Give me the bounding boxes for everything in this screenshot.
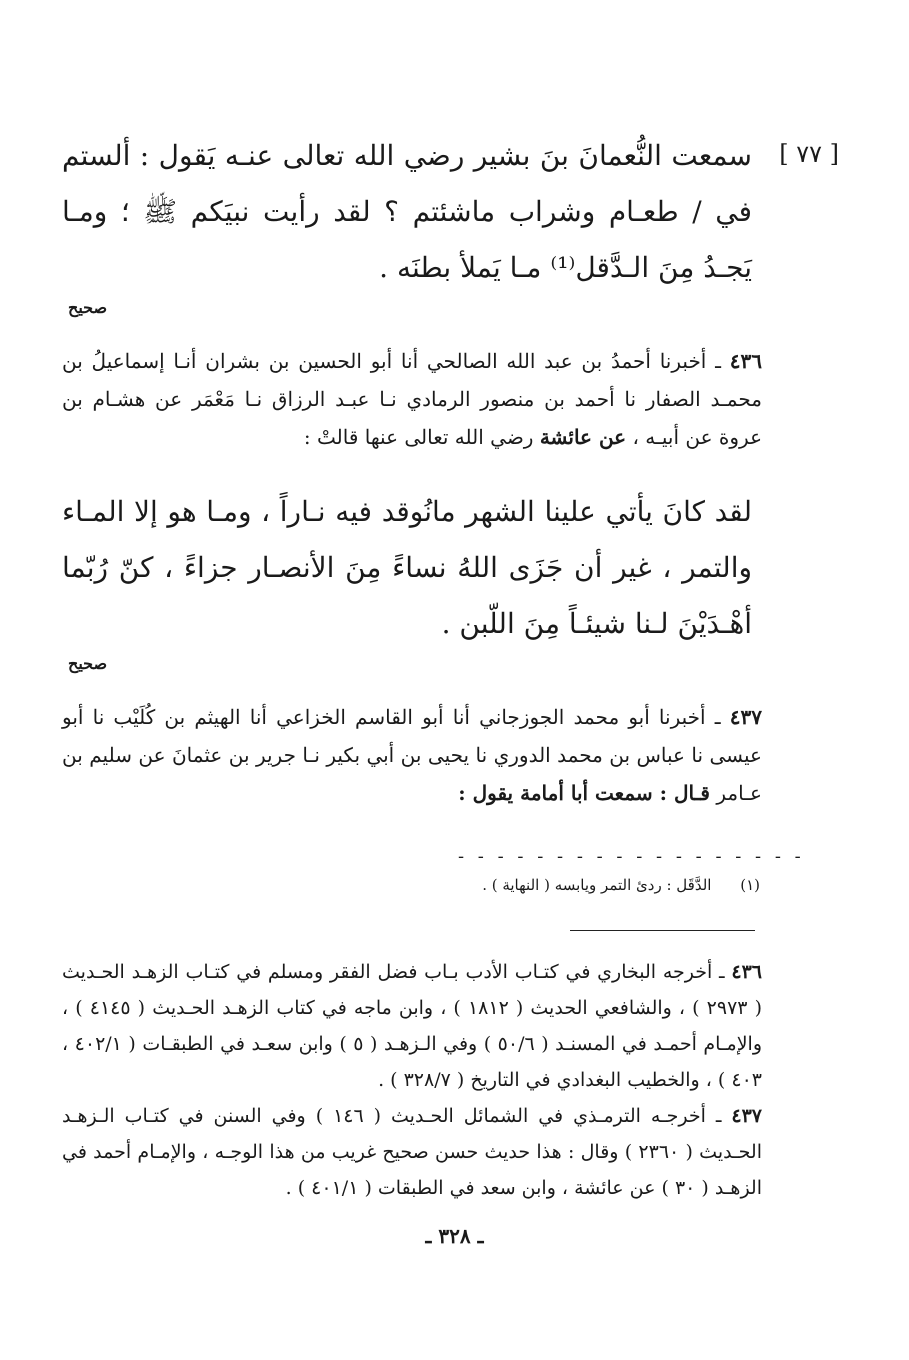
takhrij-436 [62, 954, 762, 1098]
grade-label-1: صحيح [68, 298, 108, 317]
footnote-marker: (١) [740, 876, 760, 894]
isnad-436-closing: رضي الله تعالى عنها قالتْ : [303, 425, 540, 449]
takhrij-437-number: ٤٣٧ [731, 1105, 762, 1127]
footnote-text: الدَّقَل : ردئ التمر ويابسه ( النهاية ) . [482, 876, 712, 894]
hadith-77-text: سمعت النُّعمانَ بنَ بشير رضي الله تعالى عنـه يَقول : ألستم في / طعـام وشراب ماشئتم ؟ لقد رأيت نبيَكم ﷺ ؛ ومـا يَجـدُ مِنَ الـدَّقل⁽¹⁾ مـا يَملأ بطنَه . [62, 139, 752, 284]
isnad-436 [62, 342, 762, 456]
footnote-1 [470, 876, 760, 894]
takhrij-437-text: ـ أخرجـه الترمـذي في الشمائل الحـديث ( ١٤٦ ) وفي السنن في كتـاب الـزهـد الحـديث ( ٢٣٦٠ ) وقال : هذا حديث حسن صحيح غريب من هذا الوجـه ، والإمـام أحمد في الزهـد ( ٣٠ ) عن عائشة ، وابن سعد في الطبقات ( ٤٠١/١ ) . [62, 1105, 762, 1199]
footnote-separator-line [570, 930, 755, 931]
hadith-number-77: [ ٧٧ ] [779, 140, 839, 168]
hadith-436-text: لقد كانَ يأتي علينا الشهر مانُوقد فيه نـاراً ، ومـا هو إلا المـاء والتمر ، غير أن جَزَى اللهُ نساءً مِنَ الأنصـار جزاءً ، كنّ رُبّما أهْـدَيْنَ لـنا شيئـاً مِنَ اللّبن . [62, 495, 752, 640]
isnad-437-text: ـ أخبرنا أبو محمد الجوزجاني أنا أبو القاسم الخزاعي أنا الهيثم بن كُلَيْب نا أبو عيسى نا عباس بن محمد الدوري نا يحيى بن أبي بكير نـا جرير بن عثمانَ عن سليم بن عـامر [62, 705, 762, 805]
isnad-437-number: ٤٣٧ [729, 705, 762, 729]
takhrij-436-text: ـ أخرجه البخاري في كتـاب الأدب بـاب فضل الفقر ومسلم في كتـاب الزهـد الحـديث ( ٢٩٧٣ ) ، والشافعي الحديث ( ١٨١٢ ) ، وابن ماجه في كتاب الزهـد الحـديث ( ٤١٤٥ ) ، والإمـام أحمـد في المسنـد ( ٥٠/٦ ) وفي الـزهـد ( ٥ ) وابن سعـد في الطبقـات ( ٤٠٢/١ ، ٤٠٣ ) ، والخطيب البغدادي في التاريخ ( ٣٢٨/٧ ) . [62, 961, 763, 1091]
dashed-divider: - - - - - - - - - - - - - - - - - - [458, 846, 805, 867]
isnad-436-closing-bold: عن عائشة [539, 425, 627, 449]
isnad-436-text: ـ أخبرنا أحمدُ بن عبد الله الصالحي أنا أبو الحسين بن بشران أنـا إسماعيلُ بن محمـد الصفار نا أحمد بن منصور الرمادي نـا عبـد الرزاق نـا مَعْمَر عن هشـام بن عروة عن أبيـه ، [62, 349, 762, 449]
takhrij-436-number: ٤٣٦ [731, 961, 762, 983]
takhrij-437 [62, 1098, 762, 1206]
page-number: ـ ٣٢٨ ـ [425, 1224, 484, 1248]
grade-label-2: صحيح [68, 654, 108, 673]
isnad-436-number: ٤٣٦ [729, 349, 762, 373]
isnad-437-closing-bold: قـال : سمعت أبا أمامة يقول : [458, 781, 710, 805]
isnad-437 [62, 698, 762, 812]
